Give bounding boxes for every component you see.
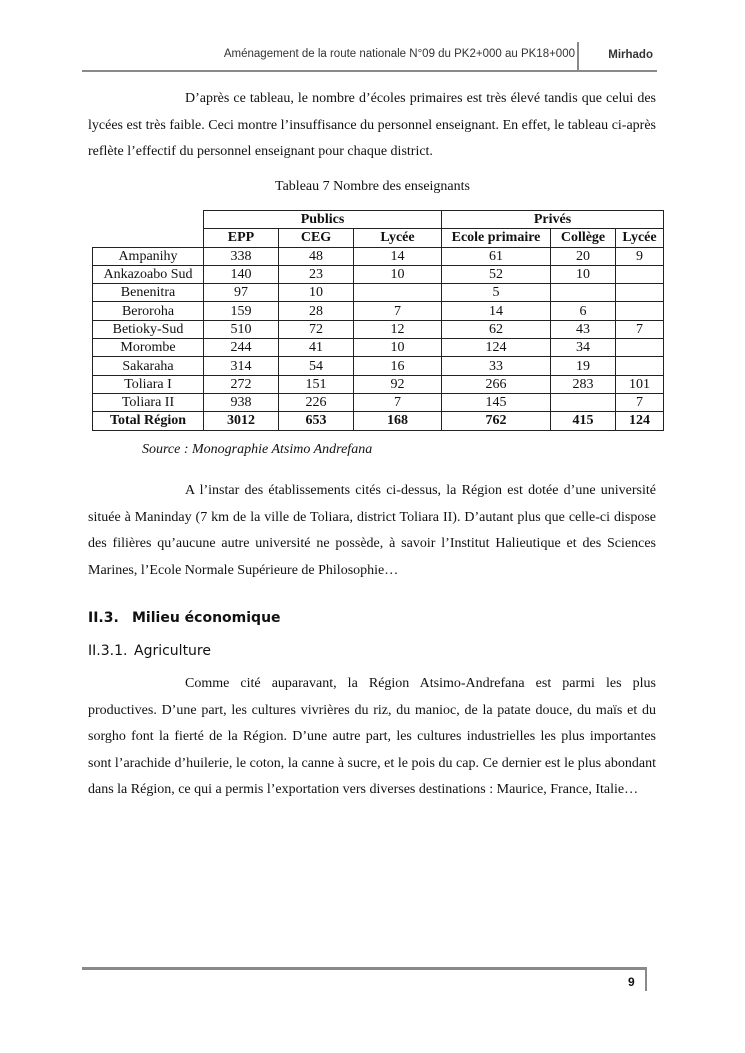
table-cell: 7 [616,393,664,411]
table-cell: 510 [204,320,279,338]
subsection-number: II.3.1. [88,643,128,659]
table-cell: 41 [279,339,354,357]
group-header-prives: Privés [442,211,664,229]
table-source: Source : Monographie Atsimo Andrefana [142,442,373,457]
table-cell: 16 [354,357,442,375]
footer-rule [82,967,647,970]
table-row [93,339,664,357]
column-header-epp: EPP [204,229,279,247]
table-cell: 272 [204,375,279,393]
table-cell: 9 [616,247,664,265]
agriculture-paragraph: Comme cité auparavant, la Région Atsimo-Andrefana est parmi les plus productives. D’une part, les cultures vivrières du riz, du manioc, de la patate douce, du maïs et du sorgho font la fierté de la Région. D’une autre part, les cultures industrielles les plus importantes sont l’arachide d’huilerie, le coton, la canne à sucre, et le pois du cap. Ce dernier est le plus abondant dans la Région, ce qui a permis l’exportation vers diverses destinations : Maurice, France, Italie… [88,676,656,797]
table-cell: 28 [279,302,354,320]
table-row [93,393,664,411]
district-cell: Toliara I [93,375,204,393]
table-cell: 124 [442,339,551,357]
column-header-lycee-prive: Lycée [616,229,664,247]
teachers-table [92,210,664,431]
table-cell: 151 [279,375,354,393]
table-total-row [93,412,664,430]
district-cell: Betioky-Sud [93,320,204,338]
table-cell: 14 [354,247,442,265]
total-cell: 653 [279,412,354,430]
table-cell: 10 [354,339,442,357]
table-cell: 266 [442,375,551,393]
section-number: II.3. [88,610,119,626]
table-cell [616,339,664,357]
table-cell: 6 [551,302,616,320]
table-cell: 62 [442,320,551,338]
table-cell: 54 [279,357,354,375]
table-cell: 314 [204,357,279,375]
table-row [93,320,664,338]
column-header-ceg: CEG [279,229,354,247]
table-cell: 61 [442,247,551,265]
total-label-cell: Total Région [93,412,204,430]
section-title: Milieu économique [132,610,281,626]
table-cell: 23 [279,265,354,283]
table-row [93,357,664,375]
district-cell: Morombe [93,339,204,357]
header-divider [577,42,579,70]
table-cell: 145 [442,393,551,411]
footer-divider [645,967,647,991]
table-row [93,247,664,265]
table-caption: Tableau 7 Nombre des enseignants [275,179,470,194]
table-cell: 10 [354,265,442,283]
table-cell: 244 [204,339,279,357]
table-group-header-row [93,211,664,229]
subsection-title: Agriculture [134,643,211,659]
intro-paragraph: D’après ce tableau, le nombre d’écoles primaires est très élevé tandis que celui des lycées est très faible. Ceci montre l’insuffisance du personnel enseignant. En effet, le tableau ci-après reflète l’effectif du personnel enseignant pour chaque district. [88,91,656,159]
table-cell: 10 [551,265,616,283]
column-header-lycee-public: Lycée [354,229,442,247]
table-cell: 34 [551,339,616,357]
table-cell: 226 [279,393,354,411]
table-cell: 7 [354,393,442,411]
district-cell: Benenitra [93,284,204,302]
page-number: 9 [628,975,635,989]
total-cell: 3012 [204,412,279,430]
table-cell: 52 [442,265,551,283]
table-cell: 48 [279,247,354,265]
table-cell [551,393,616,411]
table-cell [616,265,664,283]
university-paragraph: A l’instar des établissements cités ci-dessus, la Région est dotée d’une université située à Maninday (7 km de la ville de Toliara, district Toliara II). D’autant plus que celle-ci dispose des filières qu’aucune autre université ne possède, à savoir l’Institut Halieutique et des Sciences Marines, l’Ecole Normale Supérieure de Philosophie… [88,483,656,578]
column-header-ecole-primaire: Ecole primaire [442,229,551,247]
table-cell: 101 [616,375,664,393]
total-cell: 168 [354,412,442,430]
table-row [93,302,664,320]
page-header [82,42,657,72]
header-title: Aménagement de la route nationale N°09 du PK2+000 au PK18+000 [223,48,575,60]
group-header-publics: Publics [204,211,442,229]
section-heading [88,610,281,626]
table-cell: 5 [442,284,551,302]
table-cell: 43 [551,320,616,338]
table-cell: 159 [204,302,279,320]
total-cell: 762 [442,412,551,430]
table-cell: 97 [204,284,279,302]
header-brand: Mirhado [608,49,653,61]
district-cell: Ampanihy [93,247,204,265]
district-cell: Sakaraha [93,357,204,375]
table-cell [616,357,664,375]
table-cell: 938 [204,393,279,411]
table-cell: 20 [551,247,616,265]
subsection-heading [88,643,211,659]
table-cell: 338 [204,247,279,265]
table-cell: 14 [442,302,551,320]
table-cell: 33 [442,357,551,375]
table-cell: 7 [354,302,442,320]
table-cell: 12 [354,320,442,338]
table-row [93,265,664,283]
table-row [93,284,664,302]
table-cell [616,284,664,302]
table-row [93,375,664,393]
table-cell: 92 [354,375,442,393]
table-cell [616,302,664,320]
district-cell: Beroroha [93,302,204,320]
table-cell: 283 [551,375,616,393]
table-cell: 140 [204,265,279,283]
table-cell [551,284,616,302]
district-cell: Toliara II [93,393,204,411]
column-header-college: Collège [551,229,616,247]
table-column-header-row [93,229,664,247]
table-cell: 72 [279,320,354,338]
table-cell: 7 [616,320,664,338]
total-cell: 124 [616,412,664,430]
table-cell: 19 [551,357,616,375]
table-cell [354,284,442,302]
total-cell: 415 [551,412,616,430]
district-cell: Ankazoabo Sud [93,265,204,283]
table-cell: 10 [279,284,354,302]
